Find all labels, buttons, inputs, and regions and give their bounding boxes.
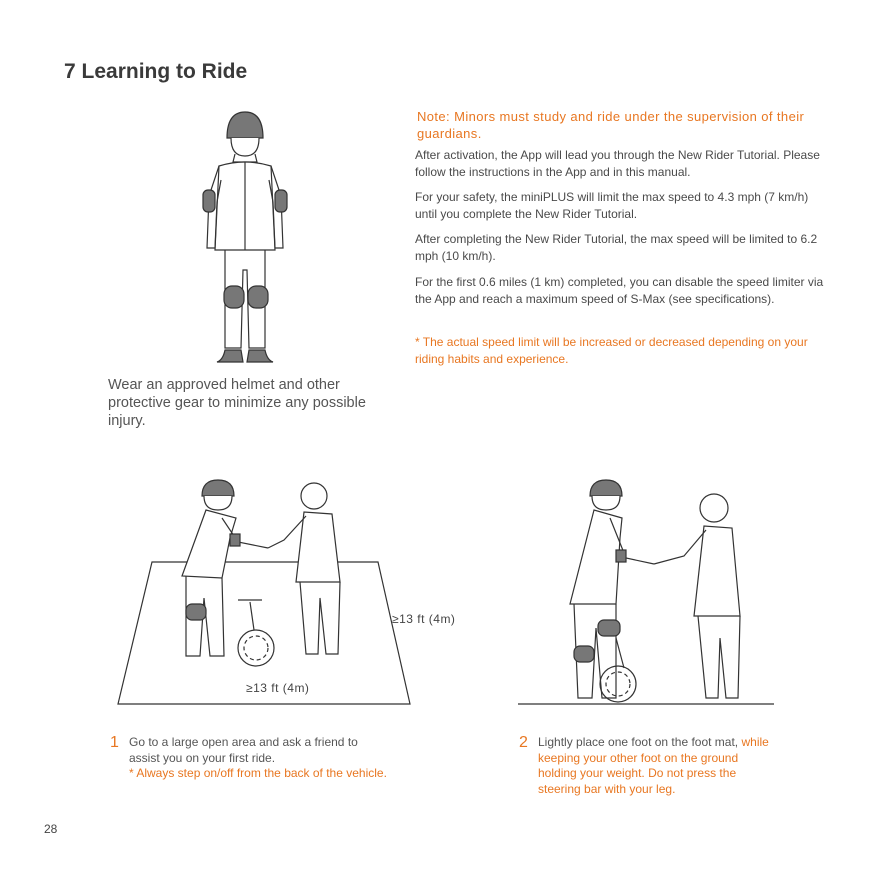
paragraph-first-distance: For the first 0.6 miles (1 km) completed, you can disable the speed limiter via the App and reach a maximum speed of S-Max (see specifications). xyxy=(415,275,824,306)
foot-placement-illustration xyxy=(518,478,778,708)
step-2-note: while keeping your other foot on the ground holding your weight. Do not press the steering bar with your leg. xyxy=(538,735,769,796)
paragraph-after-tutorial: After completing the New Rider Tutorial, the max speed will be limited to 6.2 mph (10 km/h). xyxy=(415,232,818,263)
page-title: 7 Learning to Ride xyxy=(64,60,248,83)
bottom-distance-label: ≥13 ft (4m) xyxy=(246,681,310,695)
step-1-text xyxy=(129,735,389,782)
step-2-text xyxy=(538,735,774,797)
side-distance-label: ≥13 ft (4m) xyxy=(392,612,456,626)
step-1-number: 1 xyxy=(110,734,119,751)
paragraph-speed-limit: For your safety, the miniPLUS will limit the max speed to 4.3 mph (7 km/h) until you complete the New Rider Tutorial. xyxy=(415,190,809,221)
step-1-instruction: Go to a large open area and ask a friend to assist you on your first ride. xyxy=(129,735,358,765)
step-2-instruction: Lightly place one foot on the foot mat, xyxy=(538,735,739,749)
gear-caption: Wear an approved helmet and other protective gear to minimize any possible injury. xyxy=(108,377,366,429)
paragraph-activation: After activation, the App will lead you through the New Rider Tutorial. Please follow the instructions in the App and in this manual. xyxy=(415,148,820,179)
open-area-illustration xyxy=(118,478,418,708)
page-number: 28 xyxy=(44,822,58,836)
supervision-note: Note: Minors must study and ride under the supervision of their guardians. xyxy=(417,109,805,141)
protective-gear-illustration xyxy=(195,110,295,370)
step-1-note: * Always step on/off from the back of the vehicle. xyxy=(129,766,387,780)
speed-footnote: * The actual speed limit will be increased or decreased depending on your riding habits and experience. xyxy=(415,335,808,366)
step-2-number: 2 xyxy=(519,734,528,751)
